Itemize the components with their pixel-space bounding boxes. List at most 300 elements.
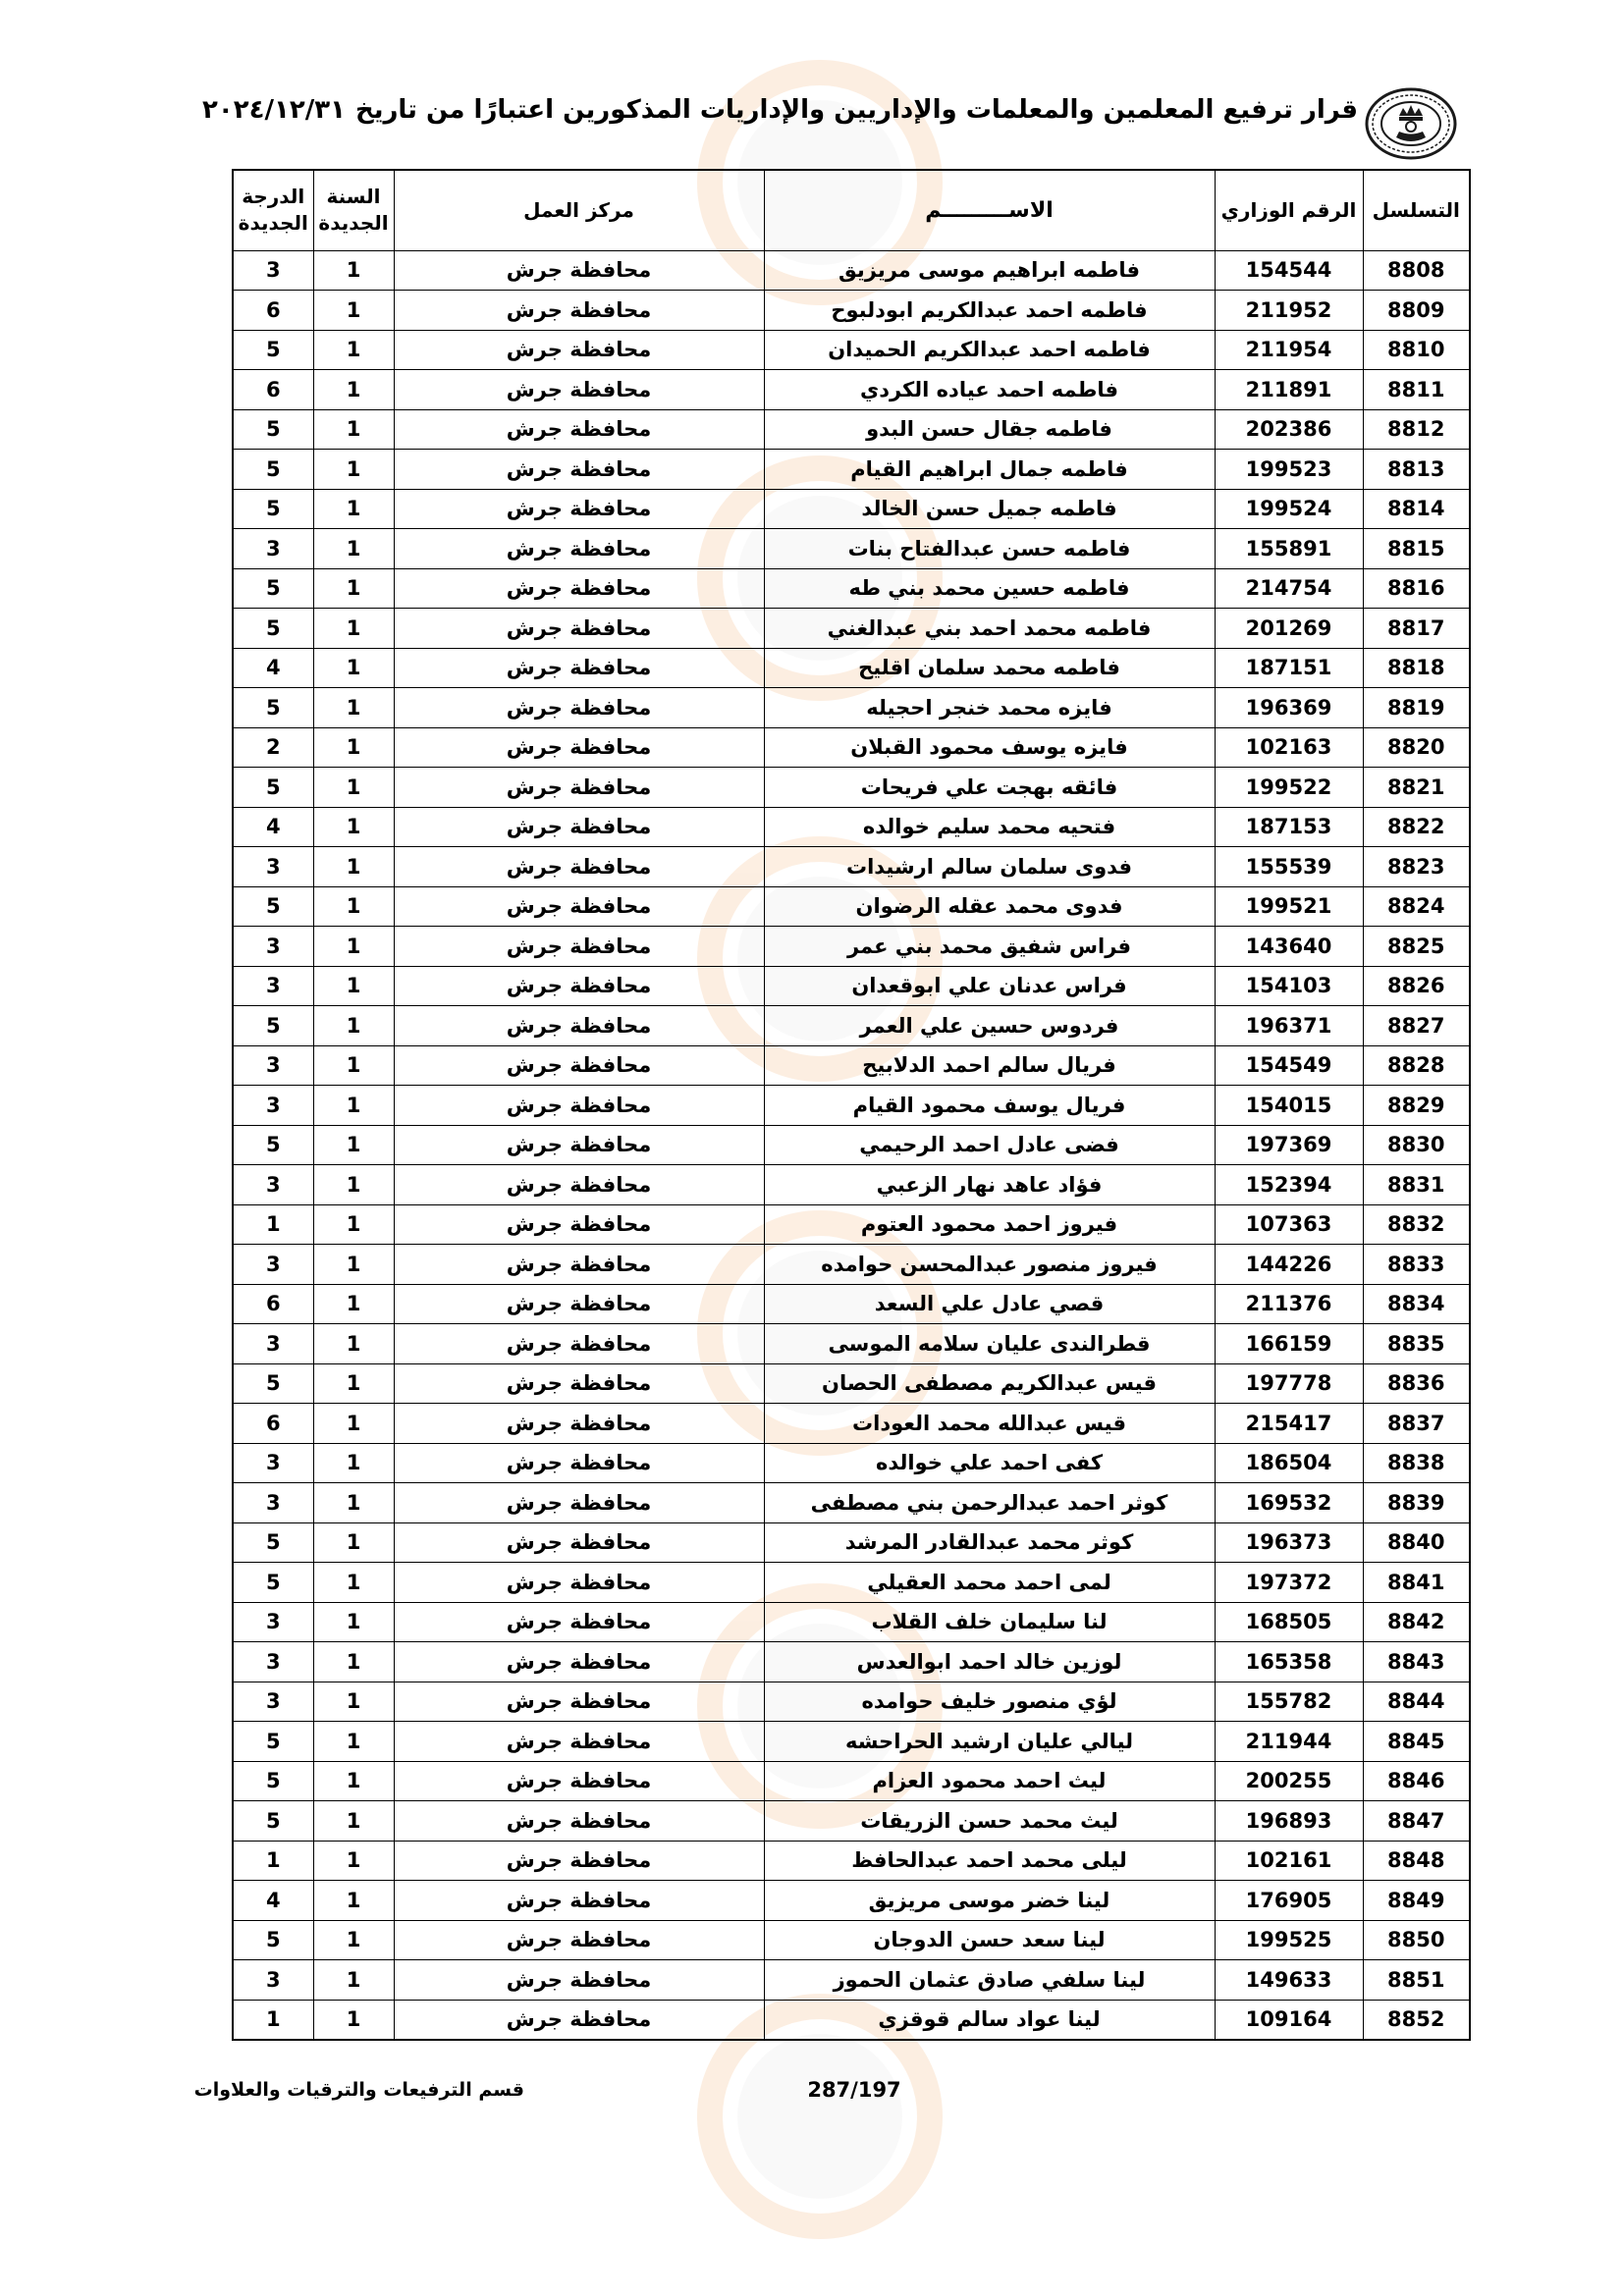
serial-cell: 8852 xyxy=(1363,2000,1470,2040)
new-grade-cell: 5 xyxy=(233,688,313,728)
workplace-cell: محافظة جرش xyxy=(394,1125,764,1165)
table-row xyxy=(233,330,1470,370)
serial-cell: 8808 xyxy=(1363,250,1470,291)
serial-cell: 8847 xyxy=(1363,1801,1470,1842)
new-year-cell: 1 xyxy=(313,1881,394,1921)
new-grade-cell: 3 xyxy=(233,927,313,967)
new-year-cell: 1 xyxy=(313,609,394,649)
new-year-cell: 1 xyxy=(313,330,394,370)
new-grade-cell: 3 xyxy=(233,1245,313,1285)
serial-cell: 8823 xyxy=(1363,847,1470,887)
table-row xyxy=(233,1881,1470,1921)
name-cell: لينا سعد حسن الدوجان xyxy=(764,1920,1215,1960)
new-year-cell: 1 xyxy=(313,768,394,808)
new-year-cell: 1 xyxy=(313,370,394,410)
workplace-cell: محافظة جرش xyxy=(394,609,764,649)
workplace-cell: محافظة جرش xyxy=(394,1801,764,1842)
name-cell: فريال يوسف محمود القيام xyxy=(764,1086,1215,1126)
ministry-number-cell: 154544 xyxy=(1215,250,1363,291)
new-grade-cell: 1 xyxy=(233,1841,313,1881)
ministry-number-cell: 215417 xyxy=(1215,1404,1363,1444)
new-grade-cell: 5 xyxy=(233,330,313,370)
table-row xyxy=(233,1284,1470,1324)
new-grade-cell: 5 xyxy=(233,1920,313,1960)
new-grade-cell: 5 xyxy=(233,1761,313,1801)
serial-cell: 8830 xyxy=(1363,1125,1470,1165)
new-year-cell: 1 xyxy=(313,648,394,688)
new-year-cell: 1 xyxy=(313,1920,394,1960)
ministry-number-cell: 107363 xyxy=(1215,1204,1363,1245)
name-cell: ليالي عليان ارشيد الحراحشه xyxy=(764,1722,1215,1762)
ministry-number-cell: 168505 xyxy=(1215,1602,1363,1642)
workplace-cell: محافظة جرش xyxy=(394,1204,764,1245)
workplace-cell: محافظة جرش xyxy=(394,927,764,967)
header-new-grade-line2: الجديدة xyxy=(238,211,308,236)
workplace-cell: محافظة جرش xyxy=(394,847,764,887)
name-cell: ليث محمد حسن الزريقات xyxy=(764,1801,1215,1842)
workplace-cell: محافظة جرش xyxy=(394,291,764,331)
name-cell: فايزه محمد خنجر احجيله xyxy=(764,688,1215,728)
new-grade-cell: 5 xyxy=(233,1563,313,1603)
name-cell: فيروز منصور عبدالمحسن حوامده xyxy=(764,1245,1215,1285)
ministry-number-cell: 154549 xyxy=(1215,1045,1363,1086)
new-year-cell: 1 xyxy=(313,1443,394,1483)
name-cell: فاطمه جقال حسن البدو xyxy=(764,409,1215,450)
new-grade-cell: 3 xyxy=(233,1324,313,1364)
table-row xyxy=(233,1761,1470,1801)
new-grade-cell: 3 xyxy=(233,1602,313,1642)
name-cell: فراس عدنان علي ابوقعدان xyxy=(764,966,1215,1006)
table-row xyxy=(233,291,1470,331)
name-cell: لوزين خالد احمد ابوالعدس xyxy=(764,1642,1215,1682)
new-year-cell: 1 xyxy=(313,1722,394,1762)
ministry-number-cell: 199524 xyxy=(1215,489,1363,529)
new-year-cell: 1 xyxy=(313,1245,394,1285)
ministry-number-cell: 211944 xyxy=(1215,1722,1363,1762)
header-name: الاســـــــــم xyxy=(764,170,1215,250)
serial-cell: 8810 xyxy=(1363,330,1470,370)
table-row xyxy=(233,1483,1470,1523)
serial-cell: 8833 xyxy=(1363,1245,1470,1285)
new-grade-cell: 1 xyxy=(233,2000,313,2040)
ministry-number-cell: 211891 xyxy=(1215,370,1363,410)
header-new-year xyxy=(313,170,394,250)
ministry-number-cell: 154103 xyxy=(1215,966,1363,1006)
new-grade-cell: 3 xyxy=(233,847,313,887)
serial-cell: 8829 xyxy=(1363,1086,1470,1126)
name-cell: فاطمه جمال ابراهيم القيام xyxy=(764,450,1215,490)
name-cell: فؤاد عاهد نهار الزعبي xyxy=(764,1165,1215,1205)
workplace-cell: محافظة جرش xyxy=(394,688,764,728)
new-grade-cell: 4 xyxy=(233,648,313,688)
new-year-cell: 1 xyxy=(313,1642,394,1682)
new-year-cell: 1 xyxy=(313,291,394,331)
new-grade-cell: 5 xyxy=(233,489,313,529)
ministry-number-cell: 166159 xyxy=(1215,1324,1363,1364)
ministry-number-cell: 196373 xyxy=(1215,1522,1363,1563)
workplace-cell: محافظة جرش xyxy=(394,250,764,291)
table-row xyxy=(233,609,1470,649)
new-year-cell: 1 xyxy=(313,409,394,450)
serial-cell: 8846 xyxy=(1363,1761,1470,1801)
ministry-number-cell: 155539 xyxy=(1215,847,1363,887)
name-cell: قيس عبدالله محمد العودات xyxy=(764,1404,1215,1444)
new-grade-cell: 1 xyxy=(233,1204,313,1245)
workplace-cell: محافظة جرش xyxy=(394,529,764,569)
new-year-cell: 1 xyxy=(313,1284,394,1324)
workplace-cell: محافظة جرش xyxy=(394,370,764,410)
name-cell: فاطمه ابراهيم موسى مريزيق xyxy=(764,250,1215,291)
name-cell: فضى عادل احمد الرحيمي xyxy=(764,1125,1215,1165)
new-year-cell: 1 xyxy=(313,807,394,847)
new-grade-cell: 3 xyxy=(233,1165,313,1205)
table-row xyxy=(233,1841,1470,1881)
name-cell: فراس شفيق محمد بني عمر xyxy=(764,927,1215,967)
workplace-cell: محافظة جرش xyxy=(394,330,764,370)
serial-cell: 8828 xyxy=(1363,1045,1470,1086)
ministry-number-cell: 152394 xyxy=(1215,1165,1363,1205)
name-cell: لؤي منصور خليف حوامده xyxy=(764,1682,1215,1722)
new-year-cell: 1 xyxy=(313,1125,394,1165)
table-row xyxy=(233,648,1470,688)
name-cell: فاطمه احمد عبدالكريم الحميدان xyxy=(764,330,1215,370)
ministry-number-cell: 102163 xyxy=(1215,727,1363,768)
serial-cell: 8817 xyxy=(1363,609,1470,649)
name-cell: قيس عبدالكريم مصطفى الحصان xyxy=(764,1363,1215,1404)
table-row xyxy=(233,1086,1470,1126)
new-grade-cell: 5 xyxy=(233,1363,313,1404)
new-year-cell: 1 xyxy=(313,1165,394,1205)
table-row xyxy=(233,1801,1470,1842)
promotion-table xyxy=(232,169,1471,2041)
workplace-cell: محافظة جرش xyxy=(394,1284,764,1324)
workplace-cell: محافظة جرش xyxy=(394,1086,764,1126)
serial-cell: 8816 xyxy=(1363,568,1470,609)
name-cell: كفى احمد علي خوالده xyxy=(764,1443,1215,1483)
new-year-cell: 1 xyxy=(313,927,394,967)
ministry-number-cell: 165358 xyxy=(1215,1642,1363,1682)
workplace-cell: محافظة جرش xyxy=(394,1006,764,1046)
serial-cell: 8849 xyxy=(1363,1881,1470,1921)
table-row xyxy=(233,1443,1470,1483)
table-row xyxy=(233,1204,1470,1245)
name-cell: كوثر احمد عبدالرحمن بني مصطفى xyxy=(764,1483,1215,1523)
ministry-number-cell: 202386 xyxy=(1215,409,1363,450)
ministry-number-cell: 197372 xyxy=(1215,1563,1363,1603)
table-row xyxy=(233,886,1470,927)
ministry-number-cell: 196369 xyxy=(1215,688,1363,728)
table-row xyxy=(233,688,1470,728)
workplace-cell: محافظة جرش xyxy=(394,768,764,808)
new-grade-cell: 5 xyxy=(233,768,313,808)
table-row xyxy=(233,450,1470,490)
serial-cell: 8811 xyxy=(1363,370,1470,410)
header-serial: التسلسل xyxy=(1363,170,1470,250)
ministry-number-cell: 196371 xyxy=(1215,1006,1363,1046)
new-grade-cell: 3 xyxy=(233,1642,313,1682)
name-cell: لينا خضر موسى مريزيق xyxy=(764,1881,1215,1921)
table-row xyxy=(233,1522,1470,1563)
name-cell: فائقه بهجت علي فريحات xyxy=(764,768,1215,808)
table-row xyxy=(233,927,1470,967)
new-grade-cell: 5 xyxy=(233,1006,313,1046)
new-grade-cell: 5 xyxy=(233,609,313,649)
serial-cell: 8841 xyxy=(1363,1563,1470,1603)
workplace-cell: محافظة جرش xyxy=(394,1642,764,1682)
new-year-cell: 1 xyxy=(313,1363,394,1404)
table-row xyxy=(233,1324,1470,1364)
table-row xyxy=(233,1602,1470,1642)
page-number: 287/197 xyxy=(807,2078,901,2102)
new-grade-cell: 5 xyxy=(233,1522,313,1563)
workplace-cell: محافظة جرش xyxy=(394,1881,764,1921)
ministry-number-cell: 102161 xyxy=(1215,1841,1363,1881)
workplace-cell: محافظة جرش xyxy=(394,1165,764,1205)
workplace-cell: محافظة جرش xyxy=(394,1761,764,1801)
ministry-number-cell: 199521 xyxy=(1215,886,1363,927)
title-text: قرار ترفيع المعلمين والمعلمات والإداريين والإداريات المذكورين اعتبارًا من تاريخ xyxy=(354,95,1358,125)
jordan-emblem-icon xyxy=(1363,86,1459,161)
ministry-number-cell: 214754 xyxy=(1215,568,1363,609)
workplace-cell: محافظة جرش xyxy=(394,1245,764,1285)
new-grade-cell: 3 xyxy=(233,529,313,569)
name-cell: قطرالندى عليان سلامه الموسى xyxy=(764,1324,1215,1364)
header-new-grade-line1: الدرجة xyxy=(242,185,305,209)
table-row xyxy=(233,1682,1470,1722)
new-year-cell: 1 xyxy=(313,489,394,529)
department-label: قسم الترفيعات والترقيات والعلاوات xyxy=(193,2079,524,2101)
serial-cell: 8821 xyxy=(1363,768,1470,808)
new-grade-cell: 5 xyxy=(233,886,313,927)
workplace-cell: محافظة جرش xyxy=(394,1841,764,1881)
new-year-cell: 1 xyxy=(313,1204,394,1245)
table-row xyxy=(233,409,1470,450)
ministry-number-cell: 186504 xyxy=(1215,1443,1363,1483)
table-row xyxy=(233,847,1470,887)
serial-cell: 8840 xyxy=(1363,1522,1470,1563)
serial-cell: 8827 xyxy=(1363,1006,1470,1046)
new-grade-cell: 5 xyxy=(233,1801,313,1842)
header-new-grade xyxy=(233,170,313,250)
table-row xyxy=(233,529,1470,569)
workplace-cell: محافظة جرش xyxy=(394,2000,764,2040)
workplace-cell: محافظة جرش xyxy=(394,1483,764,1523)
workplace-cell: محافظة جرش xyxy=(394,1363,764,1404)
ministry-number-cell: 199522 xyxy=(1215,768,1363,808)
document-title xyxy=(177,88,1358,132)
workplace-cell: محافظة جرش xyxy=(394,727,764,768)
name-cell: فتحيه محمد سليم خوالده xyxy=(764,807,1215,847)
new-year-cell: 1 xyxy=(313,966,394,1006)
table-row xyxy=(233,568,1470,609)
table-row xyxy=(233,1722,1470,1762)
table-row xyxy=(233,1563,1470,1603)
table-row xyxy=(233,768,1470,808)
new-year-cell: 1 xyxy=(313,886,394,927)
serial-cell: 8813 xyxy=(1363,450,1470,490)
workplace-cell: محافظة جرش xyxy=(394,450,764,490)
workplace-cell: محافظة جرش xyxy=(394,807,764,847)
workplace-cell: محافظة جرش xyxy=(394,1443,764,1483)
new-grade-cell: 3 xyxy=(233,1086,313,1126)
new-year-cell: 1 xyxy=(313,1006,394,1046)
workplace-cell: محافظة جرش xyxy=(394,966,764,1006)
table-row xyxy=(233,1404,1470,1444)
new-year-cell: 1 xyxy=(313,847,394,887)
ministry-number-cell: 211954 xyxy=(1215,330,1363,370)
workplace-cell: محافظة جرش xyxy=(394,568,764,609)
new-year-cell: 1 xyxy=(313,1483,394,1523)
new-year-cell: 1 xyxy=(313,1324,394,1364)
serial-cell: 8818 xyxy=(1363,648,1470,688)
new-year-cell: 1 xyxy=(313,568,394,609)
name-cell: فاطمه حسن عبدالفتاح بنات xyxy=(764,529,1215,569)
new-grade-cell: 2 xyxy=(233,727,313,768)
name-cell: فاطمه جميل حسن الخالد xyxy=(764,489,1215,529)
table-row xyxy=(233,1125,1470,1165)
table-row xyxy=(233,250,1470,291)
serial-cell: 8809 xyxy=(1363,291,1470,331)
new-grade-cell: 3 xyxy=(233,1443,313,1483)
workplace-cell: محافظة جرش xyxy=(394,409,764,450)
table-row xyxy=(233,807,1470,847)
table-row xyxy=(233,727,1470,768)
serial-cell: 8835 xyxy=(1363,1324,1470,1364)
ministry-number-cell: 200255 xyxy=(1215,1761,1363,1801)
new-grade-cell: 3 xyxy=(233,1682,313,1722)
name-cell: فيروز احمد محمود العتوم xyxy=(764,1204,1215,1245)
table-row xyxy=(233,489,1470,529)
workplace-cell: محافظة جرش xyxy=(394,1602,764,1642)
serial-cell: 8837 xyxy=(1363,1404,1470,1444)
ministry-number-cell: 143640 xyxy=(1215,927,1363,967)
serial-cell: 8831 xyxy=(1363,1165,1470,1205)
workplace-cell: محافظة جرش xyxy=(394,1324,764,1364)
header-workplace: مركز العمل xyxy=(394,170,764,250)
table-header xyxy=(233,170,1470,250)
name-cell: لينا عواد سالم قوقزي xyxy=(764,2000,1215,2040)
new-grade-cell: 6 xyxy=(233,1404,313,1444)
new-grade-cell: 6 xyxy=(233,370,313,410)
header-new-year-line2: الجديدة xyxy=(318,211,389,236)
serial-cell: 8820 xyxy=(1363,727,1470,768)
new-grade-cell: 5 xyxy=(233,1125,313,1165)
table-row xyxy=(233,1642,1470,1682)
ministry-number-cell: 201269 xyxy=(1215,609,1363,649)
new-year-cell: 1 xyxy=(313,1682,394,1722)
table-row xyxy=(233,1006,1470,1046)
new-year-cell: 1 xyxy=(313,450,394,490)
new-year-cell: 1 xyxy=(313,1086,394,1126)
table-row xyxy=(233,1045,1470,1086)
serial-cell: 8815 xyxy=(1363,529,1470,569)
new-grade-cell: 5 xyxy=(233,450,313,490)
table-row xyxy=(233,966,1470,1006)
serial-cell: 8812 xyxy=(1363,409,1470,450)
header-new-year-line1: السنة xyxy=(326,185,381,209)
table-row xyxy=(233,370,1470,410)
table-row xyxy=(233,2000,1470,2040)
workplace-cell: محافظة جرش xyxy=(394,1563,764,1603)
serial-cell: 8822 xyxy=(1363,807,1470,847)
new-year-cell: 1 xyxy=(313,250,394,291)
name-cell: فاطمه حسين محمد بني طه xyxy=(764,568,1215,609)
ministry-number-cell: 199523 xyxy=(1215,450,1363,490)
serial-cell: 8832 xyxy=(1363,1204,1470,1245)
new-year-cell: 1 xyxy=(313,1960,394,2001)
new-year-cell: 1 xyxy=(313,688,394,728)
name-cell: فردوس حسين علي العمر xyxy=(764,1006,1215,1046)
workplace-cell: محافظة جرش xyxy=(394,1682,764,1722)
ministry-number-cell: 187151 xyxy=(1215,648,1363,688)
serial-cell: 8824 xyxy=(1363,886,1470,927)
serial-cell: 8825 xyxy=(1363,927,1470,967)
workplace-cell: محافظة جرش xyxy=(394,1722,764,1762)
table-row xyxy=(233,1960,1470,2001)
table-row xyxy=(233,1363,1470,1404)
workplace-cell: محافظة جرش xyxy=(394,1404,764,1444)
new-year-cell: 1 xyxy=(313,1563,394,1603)
serial-cell: 8838 xyxy=(1363,1443,1470,1483)
new-grade-cell: 5 xyxy=(233,568,313,609)
table-row xyxy=(233,1920,1470,1960)
ministry-number-cell: 187153 xyxy=(1215,807,1363,847)
new-grade-cell: 3 xyxy=(233,1483,313,1523)
new-year-cell: 1 xyxy=(313,1404,394,1444)
ministry-number-cell: 211376 xyxy=(1215,1284,1363,1324)
name-cell: لينا سلفي صادق عثمان الحموز xyxy=(764,1960,1215,2001)
new-year-cell: 1 xyxy=(313,1761,394,1801)
workplace-cell: محافظة جرش xyxy=(394,1960,764,2001)
table-header-row xyxy=(233,170,1470,250)
new-grade-cell: 5 xyxy=(233,1722,313,1762)
workplace-cell: محافظة جرش xyxy=(394,648,764,688)
serial-cell: 8836 xyxy=(1363,1363,1470,1404)
new-grade-cell: 3 xyxy=(233,1960,313,2001)
ministry-number-cell: 197369 xyxy=(1215,1125,1363,1165)
ministry-number-cell: 211952 xyxy=(1215,291,1363,331)
ministry-number-cell: 154015 xyxy=(1215,1086,1363,1126)
new-year-cell: 1 xyxy=(313,1841,394,1881)
table-body xyxy=(233,250,1470,2040)
ministry-number-cell: 144226 xyxy=(1215,1245,1363,1285)
name-cell: فريال سالم احمد الدلابيح xyxy=(764,1045,1215,1086)
name-cell: قصي عادل علي السعد xyxy=(764,1284,1215,1324)
serial-cell: 8819 xyxy=(1363,688,1470,728)
ministry-number-cell: 155891 xyxy=(1215,529,1363,569)
new-year-cell: 1 xyxy=(313,2000,394,2040)
workplace-cell: محافظة جرش xyxy=(394,886,764,927)
ministry-number-cell: 155782 xyxy=(1215,1682,1363,1722)
serial-cell: 8844 xyxy=(1363,1682,1470,1722)
serial-cell: 8848 xyxy=(1363,1841,1470,1881)
ministry-number-cell: 196893 xyxy=(1215,1801,1363,1842)
name-cell: كوثر محمد عبدالقادر المرشد xyxy=(764,1522,1215,1563)
new-year-cell: 1 xyxy=(313,727,394,768)
serial-cell: 8850 xyxy=(1363,1920,1470,1960)
ministry-number-cell: 109164 xyxy=(1215,2000,1363,2040)
serial-cell: 8845 xyxy=(1363,1722,1470,1762)
workplace-cell: محافظة جرش xyxy=(394,1045,764,1086)
serial-cell: 8843 xyxy=(1363,1642,1470,1682)
name-cell: فدوى سلمان سالم ارشيدات xyxy=(764,847,1215,887)
new-grade-cell: 5 xyxy=(233,409,313,450)
name-cell: فاطمه احمد عبدالكريم ابودلبوح xyxy=(764,291,1215,331)
ministry-number-cell: 197778 xyxy=(1215,1363,1363,1404)
workplace-cell: محافظة جرش xyxy=(394,489,764,529)
new-year-cell: 1 xyxy=(313,529,394,569)
ministry-number-cell: 169532 xyxy=(1215,1483,1363,1523)
